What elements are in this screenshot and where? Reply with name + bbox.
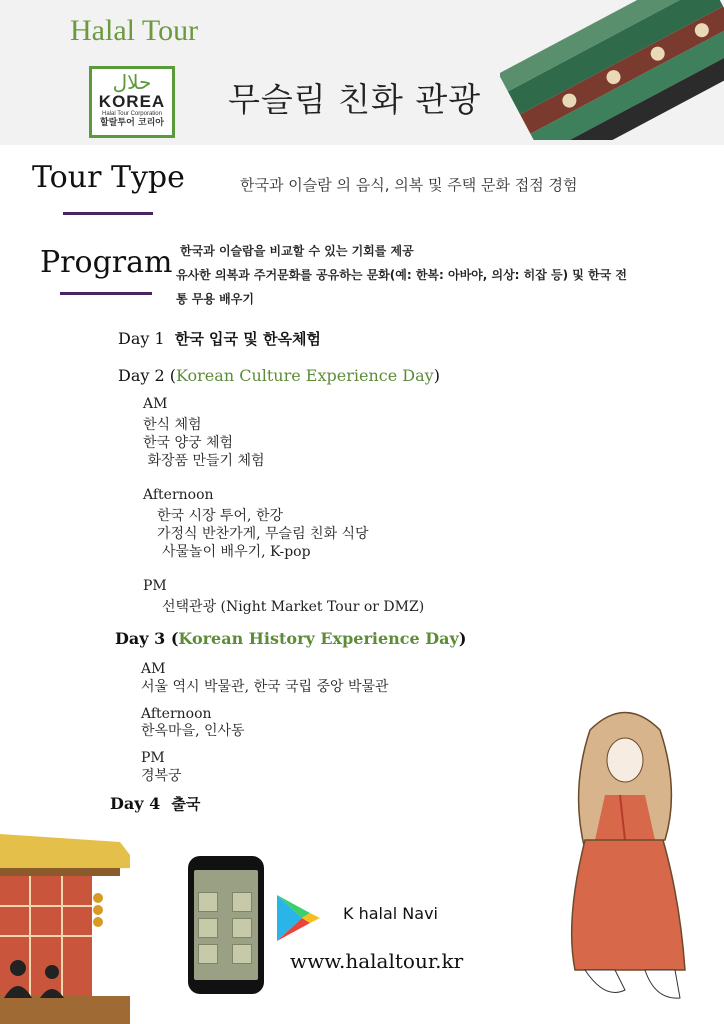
hanok-illustration xyxy=(0,828,130,1024)
tour-type-underline xyxy=(63,212,153,215)
logo-korea: KOREA xyxy=(98,92,166,111)
app-tile xyxy=(232,918,252,938)
website-link[interactable]: www.halaltour.kr xyxy=(290,949,464,973)
app-tile xyxy=(198,892,218,912)
hanbok-woman-illustration xyxy=(545,700,715,1010)
day3-pm-item: 경복궁 xyxy=(141,768,182,784)
day2-afternoon-item: 가정식 반찬가게, 무슬림 친화 식당 xyxy=(157,526,369,542)
halal-korea-logo xyxy=(89,66,175,138)
day3-am-item: 서울 역시 박물관, 한국 국립 중앙 박물관 xyxy=(141,679,389,695)
program-underline xyxy=(60,292,152,295)
program-line: 한국과 이슬람을 비교할 수 있는 기회를 제공 xyxy=(180,244,414,258)
day2-theme: Korean Culture Experience Day xyxy=(176,366,434,385)
day2-label: Day 2 ( xyxy=(118,366,176,385)
day2-afternoon-label: Afternoon xyxy=(143,487,214,503)
day1-title: 한국 입국 및 한옥체험 xyxy=(174,330,321,348)
program-line: 유사한 의복과 주거문화를 공유하는 문화(예: 한복: 아바야, 의상: 히잡 등) 및 한국 전 xyxy=(176,268,628,282)
app-tile xyxy=(232,944,252,964)
day3-label: Day 3 ( xyxy=(115,629,179,648)
day2-afternoon-item: 사물놀이 배우기, K-pop xyxy=(162,544,311,560)
day3-heading xyxy=(115,629,466,648)
app-tile xyxy=(232,892,252,912)
day3-afternoon-item: 한옥마을, 인사동 xyxy=(141,723,245,739)
google-play-icon[interactable] xyxy=(274,893,320,943)
logo-korean: 할랄투어 코리아 xyxy=(100,118,164,128)
logo-arabic: حلال xyxy=(112,70,152,94)
page-title: 무슬림 친화 관광 xyxy=(228,80,482,119)
day3-theme: Korean History Experience Day xyxy=(178,629,459,648)
day2-am-item: 한식 체험 xyxy=(143,417,202,433)
day2-pm-item: 선택관광 (Night Market Tour or DMZ) xyxy=(162,599,425,615)
day3-close: ) xyxy=(458,629,467,648)
logo-corp: Halal Tour Corporation xyxy=(102,111,162,117)
day2-am-label: AM xyxy=(143,396,168,412)
day4-heading xyxy=(110,793,200,814)
day2-heading xyxy=(118,366,440,385)
smartphone-icon xyxy=(188,856,264,994)
day4-title: 출국 xyxy=(171,795,201,813)
dancheong-decoration xyxy=(500,0,724,140)
day4-label: Day 4 xyxy=(110,794,161,813)
tour-type-heading: Tour Type xyxy=(32,160,185,195)
day2-close: ) xyxy=(433,366,440,385)
day3-afternoon-label: Afternoon xyxy=(141,706,212,722)
brand-title: Halal Tour xyxy=(70,14,199,47)
day1-label: Day 1 xyxy=(118,329,165,348)
day2-pm-label: PM xyxy=(143,578,167,594)
day3-pm-label: PM xyxy=(141,750,165,766)
program-line: 통 무용 배우기 xyxy=(176,292,254,306)
day1-heading xyxy=(118,328,321,349)
app-name: K halal Navi xyxy=(343,904,438,923)
day3-am-label: AM xyxy=(141,661,166,677)
phone-screen xyxy=(194,870,258,980)
day2-am-item: 한국 양궁 체험 xyxy=(143,435,234,451)
day2-afternoon-item: 한국 시장 투어, 한강 xyxy=(157,508,283,524)
app-tile xyxy=(198,918,218,938)
program-heading: Program xyxy=(40,245,173,280)
app-tile xyxy=(198,944,218,964)
day2-am-item: 화장품 만들기 체험 xyxy=(143,453,265,469)
tour-type-description: 한국과 이슬람 의 음식, 의복 및 주택 문화 접점 경험 xyxy=(240,176,578,194)
